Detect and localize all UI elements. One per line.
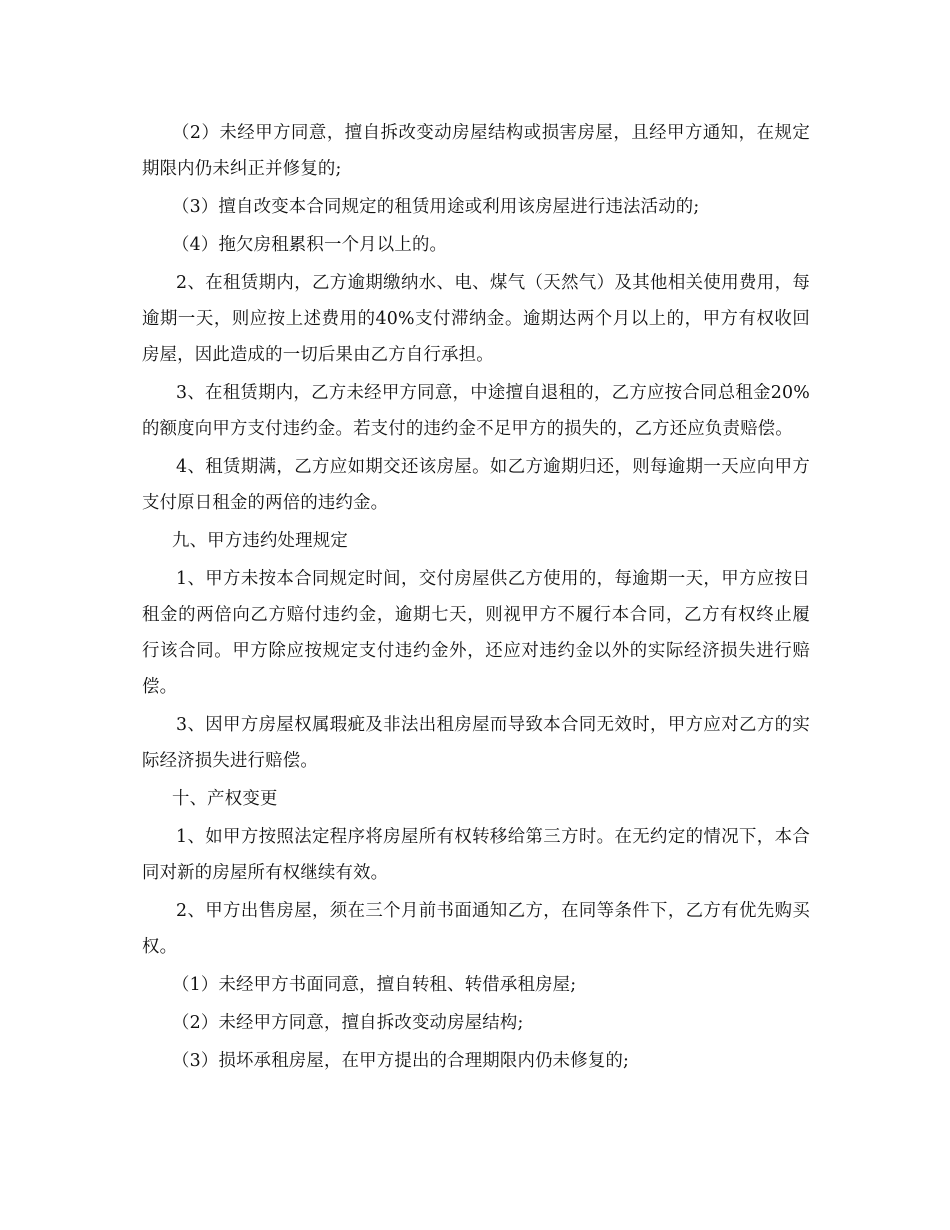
paragraph-p15: （3）损坏承租房屋，在甲方提出的合理期限内仍未修复的; bbox=[172, 1051, 630, 1071]
paragraph-p13: （1）未经甲方书面同意，擅自转租、转借承租房屋; bbox=[172, 975, 577, 995]
paragraph-p10: 十、产权变更 bbox=[172, 789, 278, 809]
paragraph-p8: 1、甲方未按本合同规定时间，交付房屋供乙方使用的，每逾期一天，甲方应按日租金的两倍向乙方赔付违约金，逾期七天，则视甲方不履行本合同，乙方有权终止履行该合同。甲方除应按规定支付违约金外，还应对违约金以外的实际经济损失进行赔偿。 bbox=[142, 569, 810, 697]
paragraph-p4: 2、在租赁期内，乙方逾期缴纳水、电、煤气（天然气）及其他相关使用费用，每逾期一天，则应按上述费用的40%支付滞纳金。逾期达两个月以上的，甲方有权收回房屋，因此造成的一切后果由乙方自行承担。 bbox=[142, 273, 810, 365]
paragraph-p3: （4）拖欠房租累积一个月以上的。 bbox=[172, 235, 448, 255]
paragraph-p6: 4、租赁期满，乙方应如期交还该房屋。如乙方逾期归还，则每逾期一天应向甲方支付原日租金的两倍的违约金。 bbox=[142, 457, 810, 513]
paragraph-p12: 2、甲方出售房屋，须在三个月前书面通知乙方，在同等条件下，乙方有优先购买权。 bbox=[142, 901, 810, 957]
paragraph-p2: （3）擅自改变本合同规定的租赁用途或利用该房屋进行违法活动的; bbox=[172, 197, 700, 217]
paragraph-p9: 3、因甲方房屋权属瑕疵及非法出租房屋而导致本合同无效时，甲方应对乙方的实际经济损失进行赔偿。 bbox=[142, 715, 810, 771]
document-body bbox=[142, 115, 810, 1081]
paragraph-p11: 1、如甲方按照法定程序将房屋所有权转移给第三方时。在无约定的情况下，本合同对新的房屋所有权继续有效。 bbox=[142, 827, 810, 883]
paragraph-p14: （2）未经甲方同意，擅自拆改变动房屋结构; bbox=[172, 1013, 524, 1033]
paragraph-p5: 3、在租赁期内，乙方未经甲方同意，中途擅自退租的，乙方应按合同总租金20%的额度向甲方支付违约金。若支付的违约金不足甲方的损失的，乙方还应负责赔偿。 bbox=[142, 383, 810, 439]
paragraph-p7: 九、甲方违约处理规定 bbox=[172, 531, 348, 551]
paragraph-p1: （2）未经甲方同意，擅自拆改变动房屋结构或损害房屋，且经甲方通知，在规定期限内仍未纠正并修复的; bbox=[142, 123, 810, 179]
